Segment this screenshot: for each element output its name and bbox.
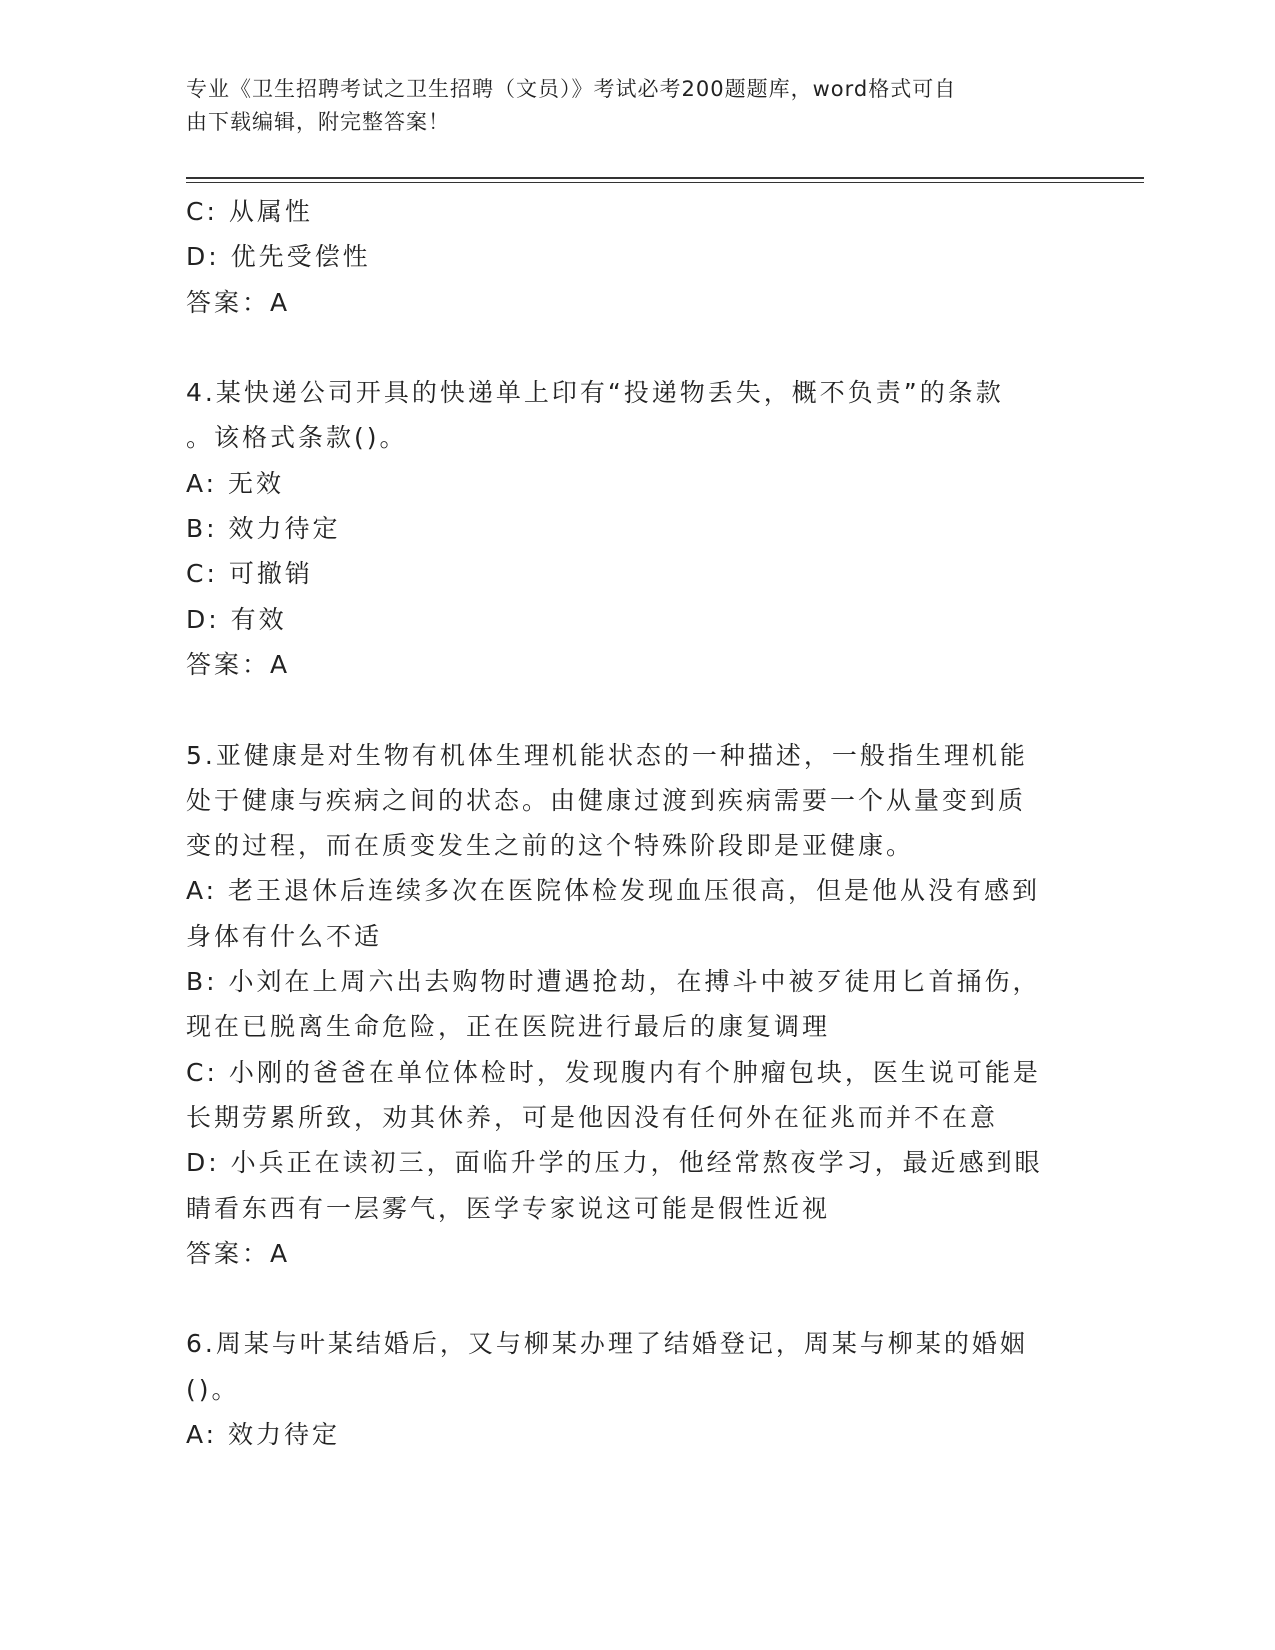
header-line-1: 专业《卫生招聘考试之卫生招聘（文员）》考试必考200题题库，word格式可自 — [186, 77, 957, 101]
question-stem: 6.周某与叶某结婚后，又与柳某办理了结婚登记，周某与柳某的婚姻 — [186, 1329, 1028, 1359]
question-spacer — [186, 1276, 1066, 1321]
answer-line: 答案：A — [186, 287, 291, 317]
question-5 — [186, 733, 1066, 1277]
question-4 — [186, 370, 1066, 687]
header-divider-thin — [186, 182, 1144, 183]
answer-line: 答案：A — [186, 1238, 291, 1268]
option-d: D: 小兵正在读初三，面临升学的压力，他经常熬夜学习，最近感到眼 — [186, 1148, 1043, 1178]
option-a: A: 老王退休后连续多次在医院体检发现血压很高，但是他从没有感到 — [186, 876, 1041, 906]
question-spacer — [186, 325, 1066, 370]
option-b: B: 小刘在上周六出去购物时遭遇抢劫，在搏斗中被歹徒用匕首捅伤， — [186, 967, 1041, 997]
option-c: C: 可撤销 — [186, 559, 313, 589]
question-stem: 4.某快递公司开具的快递单上印有“投递物丢失，概不负责”的条款 — [186, 378, 1004, 408]
option-d: D: 优先受偿性 — [186, 242, 371, 272]
option-a: A: 效力待定 — [186, 1420, 341, 1450]
option-c: 长期劳累所致，劝其休养，可是他因没有任何外在征兆而并不在意 — [186, 1102, 999, 1132]
page-header — [186, 73, 1066, 139]
option-c: C: 小刚的爸爸在单位体检时，发现腹内有个肿瘤包块，医生说可能是 — [186, 1057, 1041, 1087]
answer-line: 答案：A — [186, 649, 291, 679]
header-line-2: 由下载编辑，附完整答案！ — [186, 110, 450, 134]
option-d: 睛看东西有一层雾气，医学专家说这可能是假性近视 — [186, 1193, 831, 1223]
question-stem: 处于健康与疾病之间的状态。由健康过渡到疾病需要一个从量变到质 — [186, 785, 1027, 815]
question-3-continued — [186, 189, 1066, 325]
header-divider-thick — [186, 177, 1144, 179]
option-a: A: 无效 — [186, 468, 285, 498]
option-a: 身体有什么不适 — [186, 921, 383, 951]
option-b: B: 效力待定 — [186, 514, 341, 544]
option-b: 现在已脱离生命危险，正在医院进行最后的康复调理 — [186, 1012, 831, 1042]
option-c: C: 从属性 — [186, 197, 313, 226]
question-stem: ()。 — [186, 1374, 240, 1404]
question-stem: 5.亚健康是对生物有机体生理机能状态的一种描述，一般指生理机能 — [186, 740, 1028, 770]
question-stem: 变的过程，而在质变发生之前的这个特殊阶段即是亚健康。 — [186, 831, 915, 861]
question-list — [186, 189, 1066, 1457]
question-spacer — [186, 687, 1066, 732]
option-d: D: 有效 — [186, 604, 287, 634]
question-6 — [186, 1321, 1066, 1457]
question-stem: 。该格式条款()。 — [186, 423, 408, 453]
